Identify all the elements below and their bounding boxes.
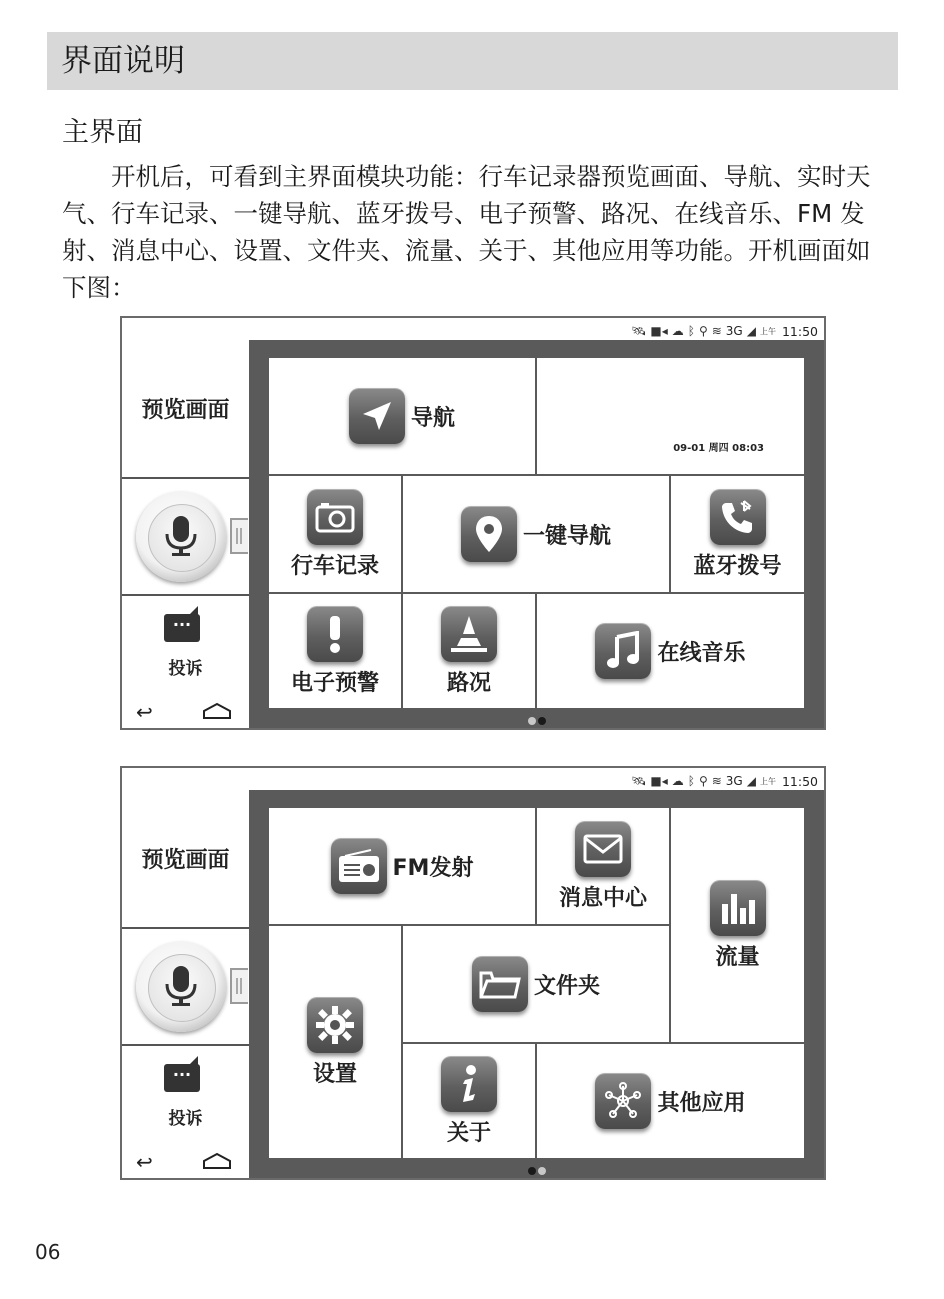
drawer-handle[interactable] bbox=[230, 968, 248, 1004]
tile-label: 消息中心 bbox=[558, 885, 647, 911]
cloud-icon: ☁ bbox=[671, 324, 684, 338]
tile-other-apps[interactable] bbox=[537, 1044, 804, 1158]
navigation-arrow-icon bbox=[349, 388, 405, 444]
tile-data-usage[interactable] bbox=[671, 808, 804, 1042]
warning-exclamation-icon bbox=[307, 606, 363, 662]
divider bbox=[122, 1044, 249, 1046]
tile-label: 电子预警 bbox=[290, 670, 379, 696]
page-dot-active[interactable] bbox=[538, 717, 546, 725]
tile-about[interactable] bbox=[403, 1044, 535, 1158]
tile-settings[interactable] bbox=[269, 926, 401, 1158]
hotspot-icon: ⚲ bbox=[698, 324, 708, 338]
datetime: 09-01 周四 08:03 bbox=[673, 443, 764, 454]
bluetooth-phone-icon bbox=[710, 489, 766, 545]
divider bbox=[122, 594, 249, 596]
folder-icon bbox=[472, 956, 528, 1012]
tile-one-key-nav[interactable] bbox=[403, 476, 669, 592]
tile-online-music[interactable] bbox=[537, 594, 804, 708]
voice-cell bbox=[122, 478, 249, 594]
tile-label: 流量 bbox=[715, 944, 760, 970]
network-nodes-icon bbox=[595, 1073, 651, 1129]
tile-bluetooth-dial[interactable] bbox=[671, 476, 804, 592]
preview-label: 预览画面 bbox=[141, 397, 230, 423]
tile-e-warning[interactable] bbox=[269, 594, 401, 708]
home-icon[interactable] bbox=[202, 1152, 232, 1170]
gps-satellite-icon: 🛰 bbox=[631, 774, 647, 788]
subtitle: 主界面 bbox=[62, 117, 143, 148]
gps-satellite-icon: 🛰 bbox=[631, 324, 647, 338]
left-panel bbox=[122, 318, 249, 728]
traffic-cone-icon bbox=[441, 606, 497, 662]
page-dot-active[interactable] bbox=[528, 1167, 536, 1175]
music-note-icon bbox=[595, 623, 651, 679]
voice-button[interactable] bbox=[136, 492, 226, 582]
preview-label: 预览画面 bbox=[141, 847, 230, 873]
app-grid bbox=[249, 340, 824, 728]
tile-folder[interactable] bbox=[403, 926, 669, 1042]
bluetooth-icon: ᛒ bbox=[687, 324, 695, 338]
map-pin-icon bbox=[461, 506, 517, 562]
voice-cell bbox=[122, 928, 249, 1044]
tile-label: 在线音乐 bbox=[657, 640, 746, 666]
radio-icon bbox=[331, 838, 387, 894]
intro-paragraph: 开机后，可看到主界面模块功能：行车记录器预览画面、导航、实时天气、行车记录、一键导航、蓝牙拨号、电子预警、路况、在线音乐、FM 发射、消息中心、设置、文件夹、流量、关于、其他应用等功能。开机画面如下图： bbox=[62, 162, 871, 302]
bluetooth-icon: ᛒ bbox=[687, 774, 695, 788]
status-bar bbox=[631, 322, 818, 340]
complain-label: 投诉 bbox=[168, 1109, 203, 1129]
hotspot-icon: ⚲ bbox=[698, 774, 708, 788]
tile-navigation[interactable] bbox=[269, 358, 535, 474]
microphone-icon bbox=[161, 962, 201, 1010]
tile-label: 设置 bbox=[312, 1061, 357, 1087]
section-header bbox=[47, 32, 898, 90]
microphone-icon bbox=[161, 512, 201, 560]
network-type: 3G bbox=[725, 774, 743, 788]
main-screen-page-2 bbox=[120, 766, 826, 1180]
tile-label: 导航 bbox=[410, 405, 455, 431]
left-panel bbox=[122, 768, 249, 1178]
tile-label: 行车记录 bbox=[290, 553, 379, 579]
tile-label: 其他应用 bbox=[657, 1090, 746, 1116]
bar-chart-icon bbox=[710, 880, 766, 936]
signal-icon: ◢ bbox=[746, 324, 756, 338]
complain-label: 投诉 bbox=[168, 659, 203, 679]
camera-icon bbox=[307, 489, 363, 545]
info-icon bbox=[441, 1056, 497, 1112]
back-icon[interactable]: ↩ bbox=[136, 700, 153, 724]
tile-weather[interactable] bbox=[537, 358, 804, 474]
tile-label: 关于 bbox=[446, 1120, 491, 1146]
cloud-icon: ☁ bbox=[671, 774, 684, 788]
nav-buttons bbox=[122, 1150, 249, 1172]
drawer-handle[interactable] bbox=[230, 518, 248, 554]
envelope-icon bbox=[575, 821, 631, 877]
clock: 11:50 bbox=[781, 323, 818, 339]
gear-icon bbox=[307, 997, 363, 1053]
tile-label: 一键导航 bbox=[522, 523, 611, 549]
network-type: 3G bbox=[725, 324, 743, 338]
wifi-icon: ≋ bbox=[711, 324, 722, 338]
am-pm: 上午 bbox=[759, 776, 776, 786]
wifi-icon: ≋ bbox=[711, 774, 722, 788]
home-icon[interactable] bbox=[202, 702, 232, 720]
main-screen-page-1 bbox=[120, 316, 826, 730]
tile-road-condition[interactable] bbox=[403, 594, 535, 708]
clock: 11:50 bbox=[781, 773, 818, 789]
complain-button[interactable] bbox=[122, 598, 249, 694]
tile-label: 文件夹 bbox=[533, 973, 600, 999]
page-number: 06 bbox=[35, 1240, 61, 1264]
voice-button[interactable] bbox=[136, 942, 226, 1032]
app-grid bbox=[249, 790, 824, 1178]
camera-preview[interactable] bbox=[122, 790, 249, 926]
status-bar bbox=[631, 772, 818, 790]
page-indicator bbox=[249, 1160, 824, 1172]
page-indicator bbox=[249, 710, 824, 722]
tile-message-center[interactable] bbox=[537, 808, 669, 924]
tile-label: 蓝牙拨号 bbox=[693, 553, 782, 579]
tile-drive-record[interactable] bbox=[269, 476, 401, 592]
camera-preview[interactable] bbox=[122, 340, 249, 476]
am-pm: 上午 bbox=[759, 326, 776, 336]
chat-bubble-icon: ··· bbox=[164, 614, 200, 642]
page-dot[interactable] bbox=[528, 717, 536, 725]
tile-label: FM发射 bbox=[392, 855, 474, 881]
nav-buttons bbox=[122, 700, 249, 722]
camera-recording-icon: ■◂ bbox=[650, 324, 668, 338]
section-title: 界面说明 bbox=[61, 43, 185, 79]
tile-fm[interactable] bbox=[269, 808, 535, 924]
back-icon[interactable]: ↩ bbox=[136, 1150, 153, 1174]
signal-icon: ◢ bbox=[746, 774, 756, 788]
complain-button[interactable] bbox=[122, 1048, 249, 1144]
tile-label: 路况 bbox=[446, 670, 491, 696]
chat-bubble-icon: ··· bbox=[164, 1064, 200, 1092]
page-dot[interactable] bbox=[538, 1167, 546, 1175]
camera-recording-icon: ■◂ bbox=[650, 774, 668, 788]
